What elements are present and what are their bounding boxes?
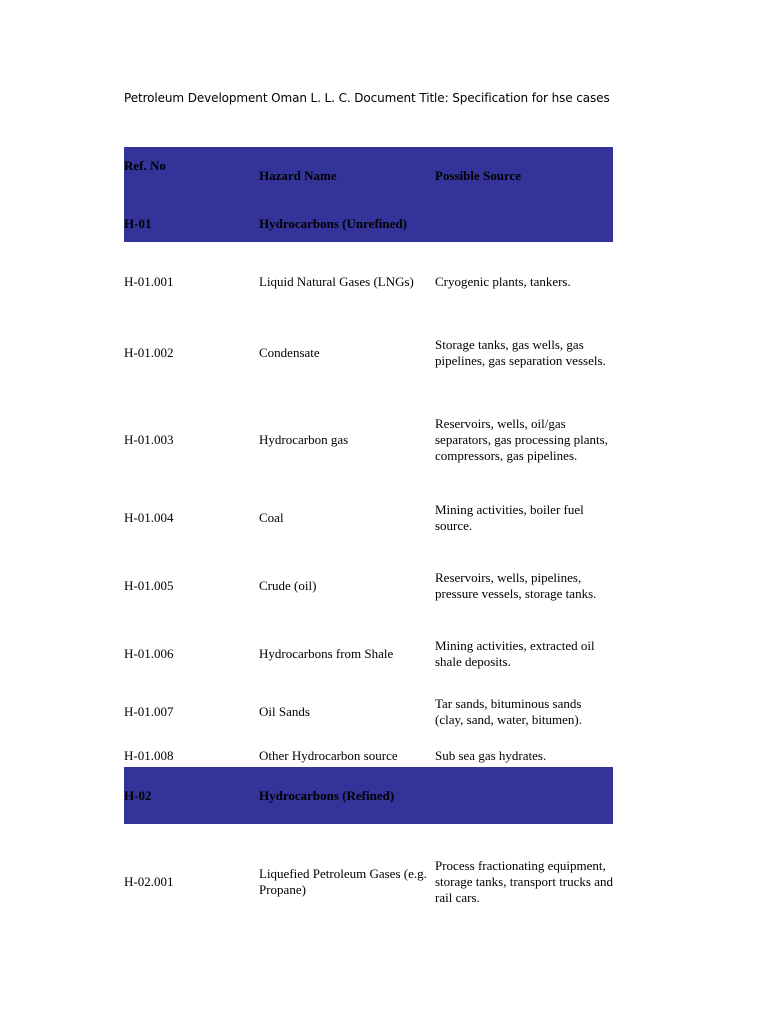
group-ref: H-02: [124, 788, 152, 803]
table-row: [124, 474, 613, 554]
row-ref: H-01.006: [124, 646, 174, 661]
row-source: Tar sands, bituminous sands (clay, sand, water, bitumen).: [435, 696, 582, 727]
table-row: [124, 242, 613, 320]
table-row: [124, 682, 613, 734]
group-name: Hydrocarbons (Unrefined): [259, 216, 407, 231]
row-hazard: Oil Sands: [259, 704, 310, 719]
row-hazard: Liquid Natural Gases (LNGs): [259, 274, 414, 289]
row-source: Sub sea gas hydrates.: [435, 748, 547, 763]
row-hazard: Liquefied Petroleum Gases (e.g. Propane): [259, 866, 427, 897]
group-name: Hydrocarbons (Refined): [259, 788, 395, 803]
row-source: Reservoirs, wells, pipelines, pressure vessels, storage tanks.: [435, 570, 597, 601]
row-source: Storage tanks, gas wells, gas pipelines, gas separation vessels.: [435, 337, 606, 368]
row-hazard: Condensate: [259, 345, 320, 360]
row-ref: H-01.001: [124, 274, 174, 289]
column-header-source: Possible Source: [435, 168, 522, 183]
row-ref: H-01.005: [124, 578, 174, 593]
group-band: [124, 767, 613, 824]
table-header-band: [124, 147, 613, 242]
row-ref: H-01.008: [124, 748, 174, 763]
row-hazard: Other Hydrocarbon source: [259, 748, 398, 763]
row-ref: H-01.004: [124, 510, 174, 525]
table-row: [124, 394, 613, 474]
table-row: [124, 554, 613, 622]
group-ref: H-01: [124, 216, 152, 231]
row-hazard: Coal: [259, 510, 284, 525]
hazard-table: [124, 147, 613, 939]
table-row: [124, 320, 613, 394]
row-source: Mining activities, extracted oil shale deposits.: [435, 638, 595, 669]
column-header-ref: Ref. No: [124, 158, 166, 173]
row-hazard: Hydrocarbon gas: [259, 432, 349, 447]
row-source: Mining activities, boiler fuel source.: [435, 502, 584, 533]
row-source: Process fractionating equipment, storage tanks, transport trucks and rail cars.: [435, 858, 613, 905]
row-source: Cryogenic plants, tankers.: [435, 274, 571, 289]
table-row: [124, 734, 613, 767]
table-row: [124, 824, 613, 939]
row-ref: H-01.003: [124, 432, 174, 447]
document-header: Petroleum Development Oman L. L. C. Document Title: Specification for hse cases: [124, 91, 610, 105]
row-ref: H-01.002: [124, 345, 174, 360]
column-header-hazard: Hazard Name: [259, 168, 337, 183]
row-hazard: Crude (oil): [259, 578, 317, 593]
row-source: Reservoirs, wells, oil/gas separators, gas processing plants, compressors, gas pipelines.: [435, 416, 608, 463]
row-ref: H-01.007: [124, 704, 174, 719]
row-ref: H-02.001: [124, 874, 174, 889]
row-hazard: Hydrocarbons from Shale: [259, 646, 394, 661]
table-row: [124, 622, 613, 682]
